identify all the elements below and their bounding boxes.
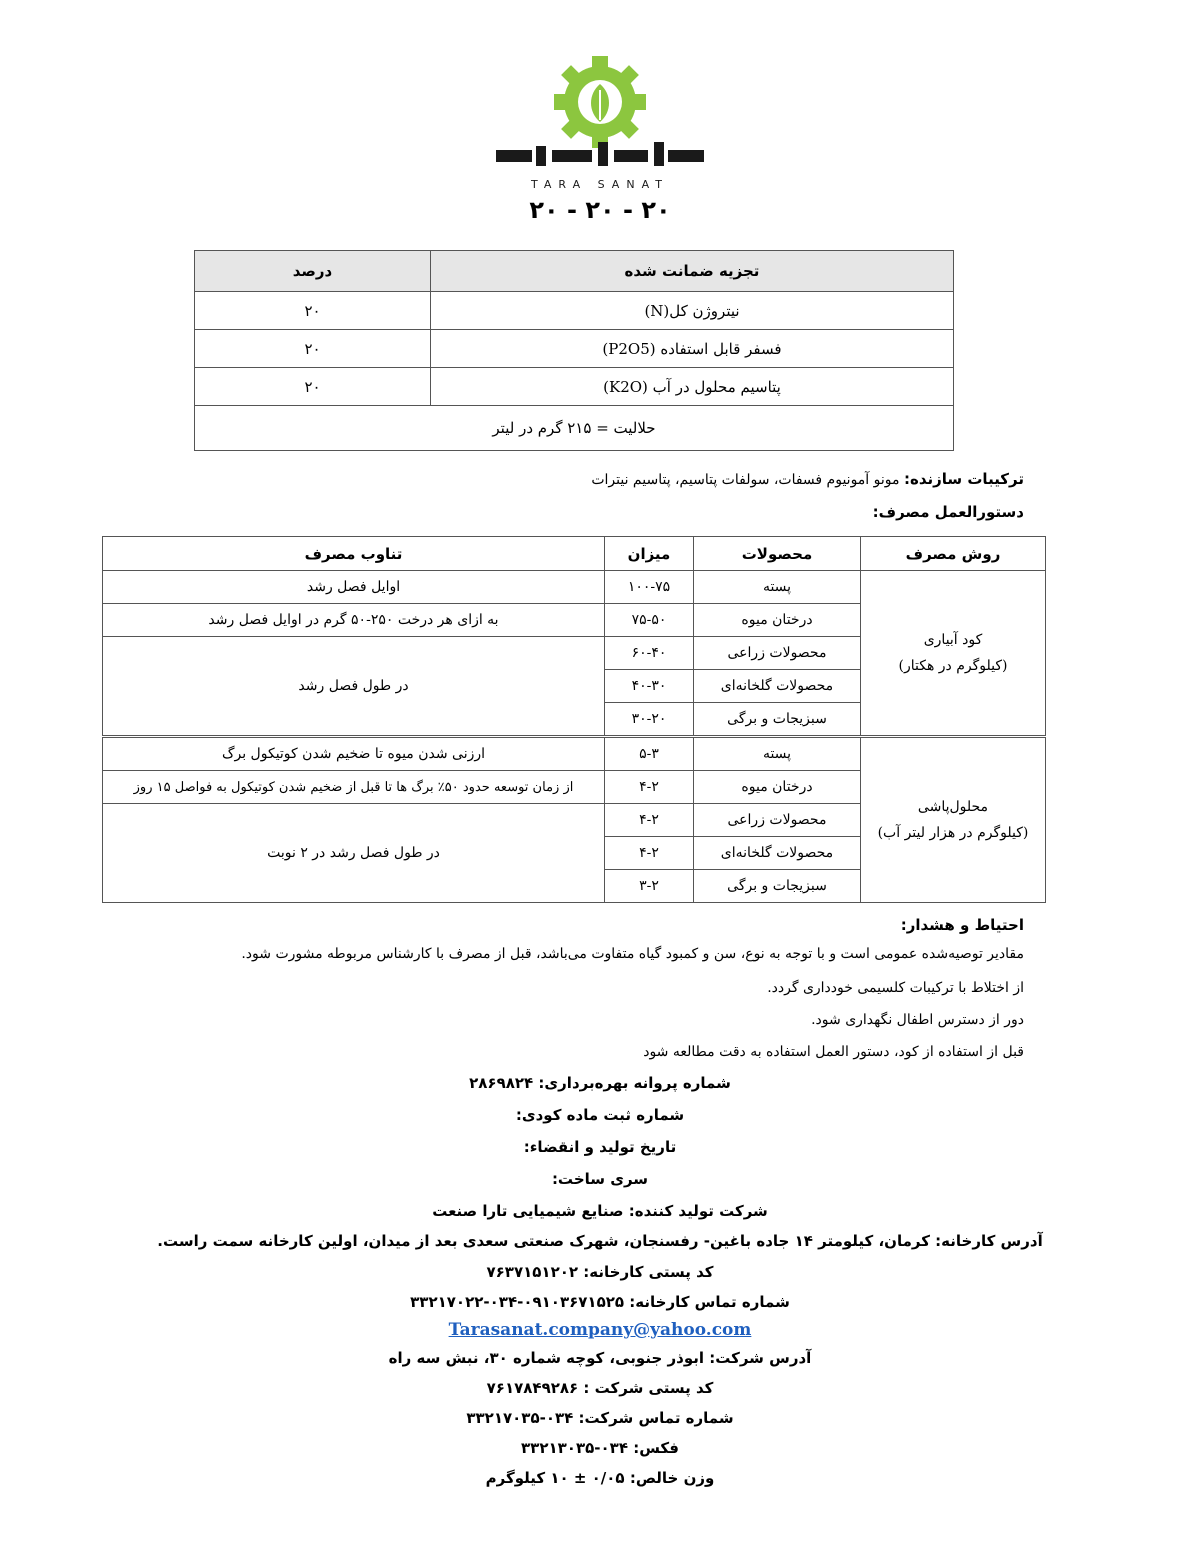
company-phone: شماره تماس شرکت: ۰۳۴-۳۳۲۱۷۰۳۵ <box>466 1409 734 1427</box>
amount: ۴-۲ <box>605 804 694 837</box>
method-name: محلول‌پاشی <box>917 799 989 815</box>
email-link[interactable]: Tarasanat.company@yahoo.com <box>448 1320 752 1340</box>
factory-address: آدرس کارخانه: کرمان، کیلومتر ۱۴ جاده باغین- رفسنجان، شهرک صنعتی سعدی بعد از میدان، اولین کارخانه سمت راست. <box>157 1232 1043 1250</box>
product: محصولات گلخانه‌ای <box>694 837 861 870</box>
table-row <box>195 406 954 451</box>
batch-number: سری ساخت: <box>551 1170 649 1188</box>
usage-table <box>102 536 1046 903</box>
composition <box>591 470 1024 488</box>
header-percent: درصد <box>195 251 431 292</box>
frequency: به ازای هر درخت ۲۵۰-۵۰ گرم در اوایل فصل رشد <box>103 604 605 637</box>
svg-text:TARA SANAT: TARA SANAT <box>531 178 669 191</box>
product: محصولات گلخانه‌ای <box>694 670 861 703</box>
product: پسته <box>694 571 861 604</box>
usage-title: دستورالعمل مصرف: <box>872 503 1024 521</box>
solubility: حلالیت = ۲۱۵ گرم در لیتر <box>195 406 954 451</box>
amount: ۱۰۰-۷۵ <box>605 571 694 604</box>
warning-line: دور از دسترس اطفال نگهداری شود. <box>811 1012 1024 1028</box>
company-postal-code: کد پستی شرکت : ۷۶۱۷۸۴۹۲۸۶ <box>486 1379 714 1397</box>
company-address: آدرس شرکت: ابوذر جنوبی، کوچه شماره ۳۰، نبش سه راه <box>388 1349 812 1367</box>
method-irrigation <box>861 571 1046 737</box>
production-expiry-date: تاریخ تولید و انقضاء: <box>523 1138 677 1156</box>
manufacturer: شرکت تولید کننده: صنایع شیمیایی تارا صنعت <box>432 1202 768 1220</box>
nutrient-name: پتاسیم محلول در آب (K2O) <box>431 368 954 406</box>
frequency: در طول فصل رشد <box>103 637 605 737</box>
frequency: در طول فصل رشد در ۲ نوبت <box>103 804 605 903</box>
amount: ۴-۲ <box>605 771 694 804</box>
table-row <box>103 737 1046 771</box>
amount: ۳۰-۲۰ <box>605 703 694 737</box>
brand-wordmark <box>496 142 704 191</box>
product: درختان میوه <box>694 604 861 637</box>
amount: ۵-۳ <box>605 737 694 771</box>
nutrient-name: نیتروژن کل(N) <box>431 292 954 330</box>
nutrient-percent: ۲۰ <box>195 292 431 330</box>
header-frequency: تناوب مصرف <box>103 537 605 571</box>
factory-postal-code: کد پستی کارخانه: ۷۶۳۷۱۵۱۲۰۲ <box>486 1263 714 1281</box>
table-row <box>195 330 954 368</box>
warning-line: قبل از استفاده از کود، دستور العمل استفاده به دقت مطالعه شود <box>643 1044 1024 1060</box>
tara-sanat-logo <box>480 50 720 200</box>
amount: ۶۰-۴۰ <box>605 637 694 670</box>
table-header-row <box>103 537 1046 571</box>
product: سبزیجات و برگی <box>694 870 861 903</box>
registration-number: شماره ثبت ماده کودی: <box>515 1106 685 1124</box>
header-product: محصولات <box>694 537 861 571</box>
amount: ۴-۲ <box>605 837 694 870</box>
nutrient-percent: ۲۰ <box>195 368 431 406</box>
table-header-row <box>195 251 954 292</box>
amount: ۳-۲ <box>605 870 694 903</box>
frequency: اوایل فصل رشد <box>103 571 605 604</box>
frequency: ارزنی شدن میوه تا ضخیم شدن کوتیکول برگ <box>103 737 605 771</box>
warning-line: از اختلاط با ترکیبات کلسیمی خودداری گردد. <box>767 980 1024 996</box>
guaranteed-analysis-table <box>194 250 954 451</box>
table-row <box>195 292 954 330</box>
table-row <box>103 571 1046 604</box>
nutrient-percent: ۲۰ <box>195 330 431 368</box>
net-weight: وزن خالص: ۰/۰۵ ± ۱۰ کیلوگرم <box>485 1469 715 1487</box>
warnings-title: احتیاط و هشدار: <box>900 916 1024 934</box>
method-unit: (کیلوگرم در هزار لیتر آب) <box>877 825 1029 841</box>
fax: فکس: ۰۳۴-۳۳۲۱۳۰۳۵ <box>521 1439 679 1457</box>
table-row <box>195 368 954 406</box>
method-name: کود آبیاری <box>923 632 983 648</box>
method-unit: (کیلوگرم در هکتار) <box>898 658 1008 674</box>
header-method: روش مصرف <box>861 537 1046 571</box>
composition-label: ترکیبات سازنده: <box>903 470 1024 488</box>
frequency: از زمان توسعه حدود ۵۰٪ برگ ها تا قبل از ضخیم شدن کوتیکول به فواصل ۱۵ روز <box>103 771 605 804</box>
license-number: شماره پروانه بهره‌برداری: ۲۸۶۹۸۲۴ <box>469 1074 731 1092</box>
product: محصولات زراعی <box>694 637 861 670</box>
product: سبزیجات و برگی <box>694 703 861 737</box>
header-amount: میزان <box>605 537 694 571</box>
email-row <box>0 1320 1200 1340</box>
method-foliar <box>861 737 1046 903</box>
factory-phone: شماره تماس کارخانه: ۰۹۱۰۳۶۷۱۵۲۵-۰۳۴-۳۳۲۱۷۰۲۲ <box>410 1293 790 1311</box>
gear-leaf-icon <box>554 56 646 148</box>
product: محصولات زراعی <box>694 804 861 837</box>
formula-grade: ۲۰ - ۲۰ - ۲۰ <box>529 196 671 224</box>
product: پسته <box>694 737 861 771</box>
product: درختان میوه <box>694 771 861 804</box>
amount: ۷۵-۵۰ <box>605 604 694 637</box>
amount: ۴۰-۳۰ <box>605 670 694 703</box>
nutrient-name: فسفر قابل استفاده (P2O5) <box>431 330 954 368</box>
warning-line: مقادیر توصیه‌شده عمومی است و با توجه به نوع، سن و کمبود گیاه متفاوت می‌باشد، قبل از مصرف با کارشناس مربوطه مشورت شود. <box>241 946 1024 962</box>
header-item: تجزیه ضمانت شده <box>431 251 954 292</box>
composition-value: مونو آمونیوم فسفات، سولفات پتاسیم، پتاسیم نیترات <box>591 472 904 488</box>
